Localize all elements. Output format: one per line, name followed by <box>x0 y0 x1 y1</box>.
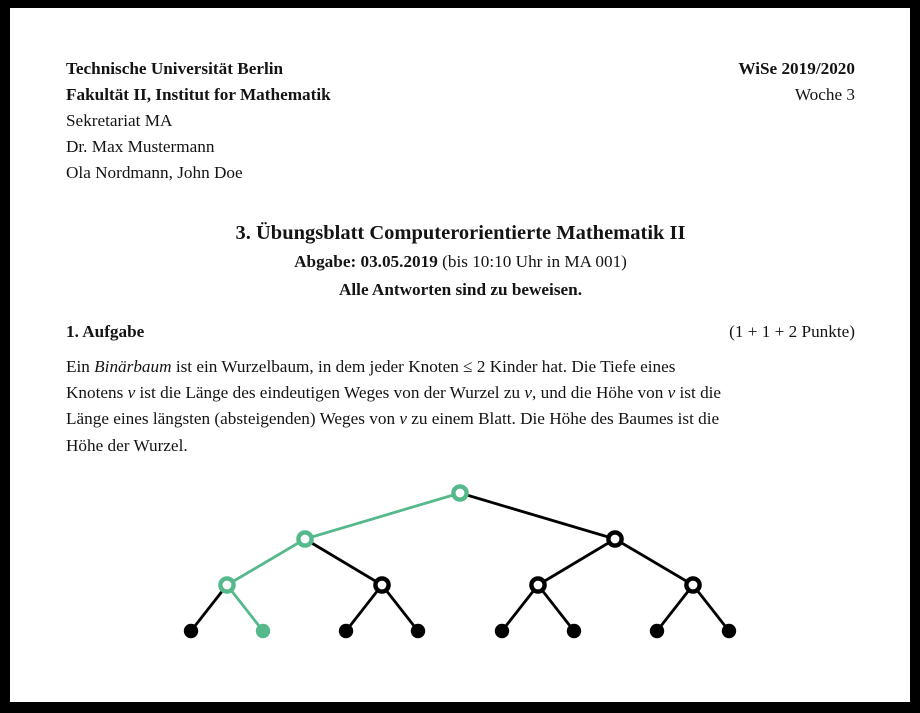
exercise-text <box>66 354 855 459</box>
university-name: Technische Universität Berlin <box>66 59 284 78</box>
exercise-text-line: Höhe der Wurzel. <box>66 435 188 455</box>
exercise-text-line: Knotens v ist die Länge des eindeutigen Weges von der Wurzel zu v, und die Höhe von v ist die <box>66 383 722 403</box>
exercise-label: 1. Aufgabe <box>66 322 145 341</box>
exercise-text-line: Länge eines längsten (absteigenden) Weges von v zu einem Blatt. Die Höhe des Baumes ist die <box>66 409 720 429</box>
sheet-title: 3. Übungsblatt Computerorientierte Mathematik II <box>235 222 686 244</box>
document-header <box>66 56 855 186</box>
exercise-text-line: Ein Binärbaum ist ein Wurzelbaum, in dem jeder Knoten ≤ 2 Kinder hat. Die Tiefe eines <box>66 357 676 376</box>
submission-info <box>66 248 855 276</box>
lecturer-name: Dr. Max Mustermann <box>66 137 215 156</box>
exercise-heading <box>66 318 855 345</box>
assistants-names: Ola Nordmann, John Doe <box>66 163 243 182</box>
proof-note: Alle Antworten sind zu beweisen. <box>338 280 583 299</box>
secretariat: Sekretariat MA <box>66 111 173 130</box>
submission-details: (bis 10:10 Uhr in MA 001) <box>437 252 627 271</box>
semester-label: WiSe 2019/2020 <box>738 59 855 78</box>
faculty-name: Fakultät II, Institut for Mathematik <box>66 85 331 104</box>
institution-block <box>66 56 331 186</box>
document-page <box>10 8 910 702</box>
exercise-points: (1 + 1 + 2 Punkte) <box>729 322 855 341</box>
week-label: Woche 3 <box>794 85 855 104</box>
semester-block <box>738 56 855 108</box>
submission-date: Abgabe: 03.05.2019 <box>294 252 438 271</box>
